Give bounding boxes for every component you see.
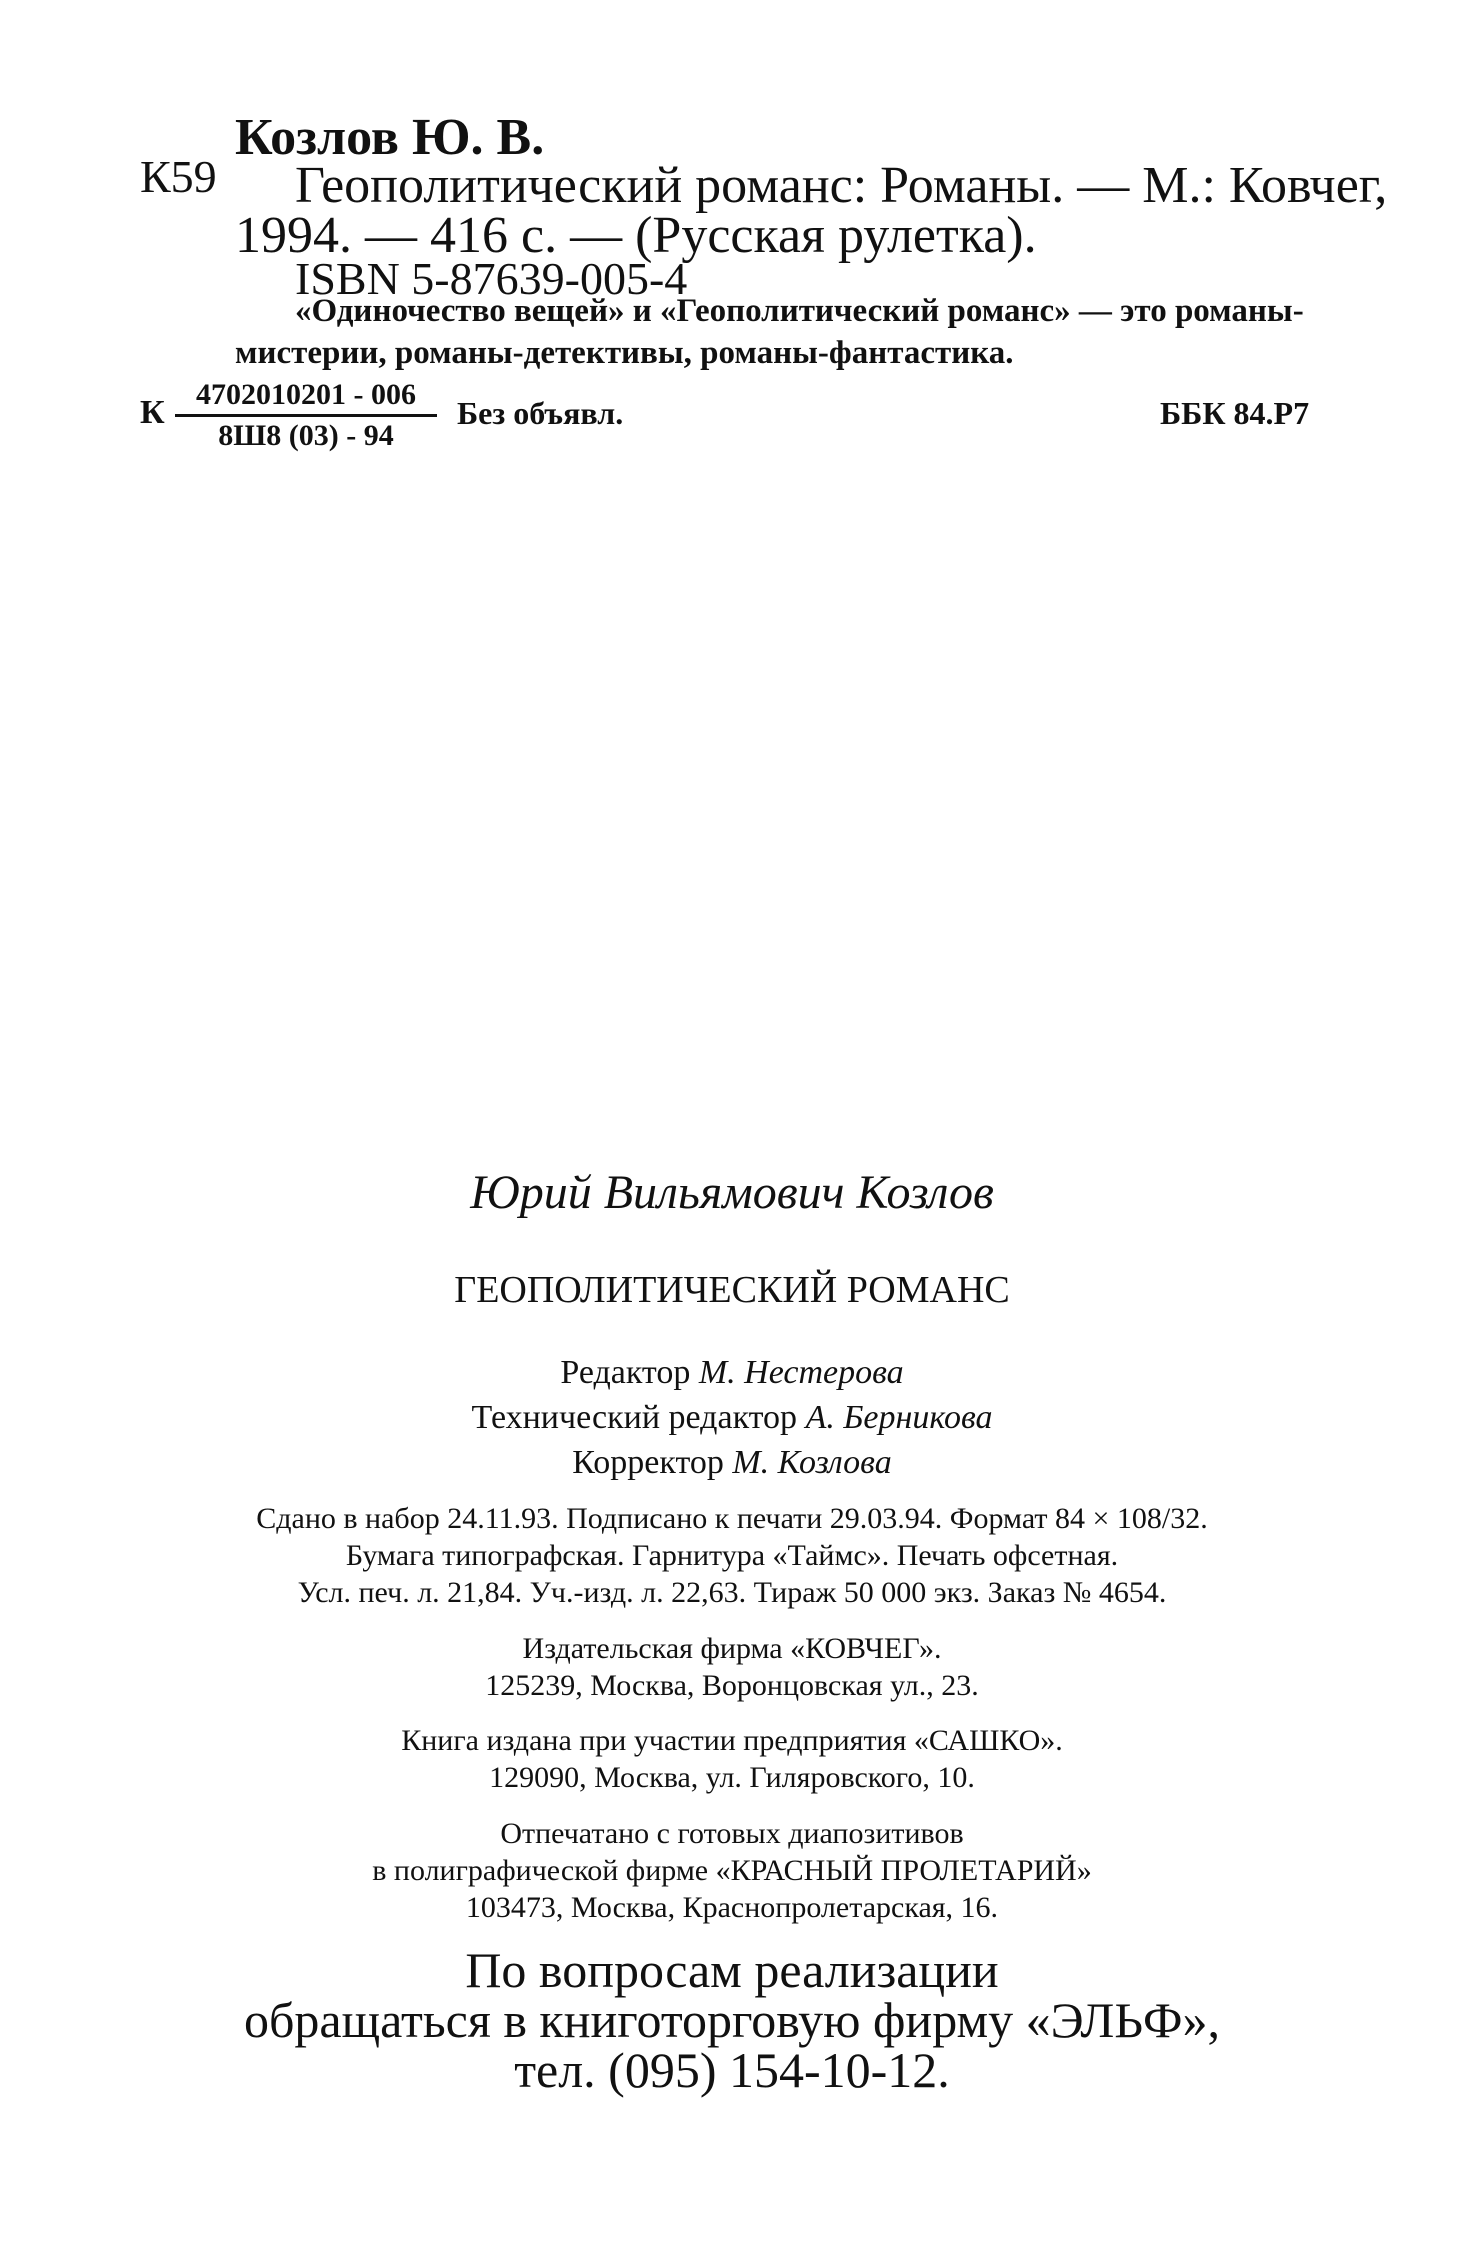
catalog-isbn: ISBN 5-87639-005-4 xyxy=(295,253,688,304)
catalog-author: Козлов Ю. В. xyxy=(235,109,545,166)
sales-line: тел. (095) 154-10-12. xyxy=(514,2042,950,2098)
catalog-annotation xyxy=(235,290,1345,374)
credit-proofreader xyxy=(0,1440,1464,1485)
catalog-code-letter: К xyxy=(140,394,165,431)
imprint-book-title: ГЕОПОЛИТИЧЕСКИЙ РОМАНС xyxy=(454,1269,1010,1311)
credit-editor xyxy=(0,1350,1464,1395)
catalog-publication-line: 1994. — 416 с. — (Русская рулетка). xyxy=(235,207,1037,264)
catalog-no-price: Без объявл. xyxy=(457,395,624,431)
imprint-author-full-name: Юрий Вильямович Козлов xyxy=(470,1166,994,1219)
sales-line: По вопросам реализации xyxy=(465,1942,999,1998)
catalog-bbk: ББК 84.Р7 xyxy=(1160,395,1310,431)
printer-line: в полиграфической фирме «КРАСНЫЙ ПРОЛЕТАРИЙ» xyxy=(372,1854,1092,1887)
print-info-line: Бумага типографская. Гарнитура «Таймс». Печать офсетная. xyxy=(345,1539,1119,1572)
publisher-line: 125239, Москва, Воронцовская ул., 23. xyxy=(485,1669,979,1702)
imprint-printer xyxy=(0,1815,1464,1926)
print-info-line: Усл. печ. л. 21,84. Уч.-изд. л. 22,63. Тираж 50 000 экз. Заказ № 4654. xyxy=(297,1576,1167,1609)
code-numerator: 4702010201 - 006 xyxy=(175,378,437,417)
credit-person: А. Берникова xyxy=(805,1399,993,1436)
credit-role: Редактор xyxy=(560,1354,699,1391)
partner-line: Книга издана при участии предприятия «САШКО». xyxy=(401,1724,1063,1757)
catalog-code-fraction xyxy=(175,378,437,453)
annotation-line: «Одиночество вещей» и «Геополитический романс» — это романы- xyxy=(295,293,1304,329)
credit-person: М. Нестерова xyxy=(698,1354,904,1391)
credit-role: Корректор xyxy=(572,1444,733,1481)
imprint-publisher xyxy=(0,1630,1464,1704)
credit-role: Технический редактор xyxy=(471,1399,806,1436)
catalog-index: К59 xyxy=(140,151,217,202)
printer-line: 103473, Москва, Краснопролетарская, 16. xyxy=(465,1891,999,1924)
imprint-print-info xyxy=(0,1500,1464,1611)
print-info-line: Сдано в набор 24.11.93. Подписано к печати 29.03.94. Формат 84 × 108/32. xyxy=(256,1502,1208,1535)
sales-line: обращаться в книготорговую фирму «ЭЛЬФ», xyxy=(243,1992,1221,2048)
credit-technical-editor xyxy=(0,1395,1464,1440)
imprint-sales-notice xyxy=(0,1942,1464,2098)
code-denominator: 8Ш8 (03) - 94 xyxy=(218,419,394,452)
imprint-partner xyxy=(0,1722,1464,1796)
annotation-line: мистерии, романы-детективы, романы-фантастика. xyxy=(235,335,1014,371)
credit-person: М. Козлова xyxy=(732,1444,892,1481)
partner-line: 129090, Москва, ул. Гиляровского, 10. xyxy=(489,1761,975,1794)
printer-line: Отпечатано с готовых диапозитивов xyxy=(500,1817,964,1850)
publisher-line: Издательская фирма «КОВЧЕГ». xyxy=(522,1632,942,1665)
catalog-title-line: Геополитический романс: Романы. — М.: Ковчег, xyxy=(295,157,1388,214)
imprint-credits xyxy=(0,1350,1464,1485)
